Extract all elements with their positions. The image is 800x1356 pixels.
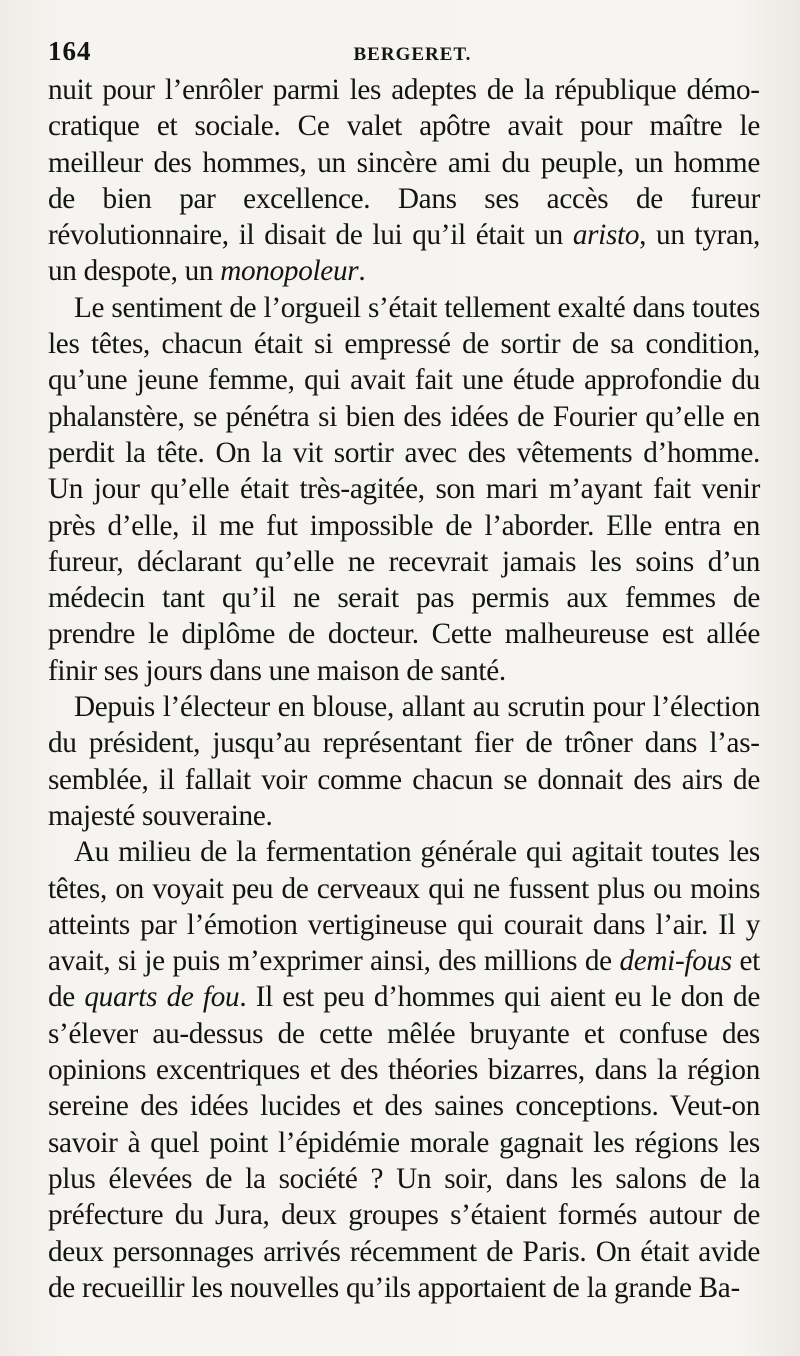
text-segment: Au milieu de la fermentation générale qui agitait toutes les têtes, on voyait peu de cerveaux qui ne fussent plus ou moins atteints par l’émotion vertigineuse qui courait dans l’air. Il y avait, si je puis m’exprimer ainsi, des millions de <box>48 836 760 978</box>
italic-term: aristo <box>572 219 640 252</box>
page-number: 164 <box>48 36 92 66</box>
paragraph-1 <box>48 72 760 290</box>
paragraph-4 <box>48 834 760 1306</box>
text-segment: Le sentiment de l’orgueil s’était tellement exalté dans toutes les têtes, chacun était si empressé de sortir de sa condition, qu’une jeune femme, qui avait fait une étude approfondie du phalanstère, se pénétra si bien des idées de Fourier qu’elle en perdit la tête. On la vit sortir avec des vêtements d’homme. Un jour qu’elle était très-agitée, son mari m’ayant fait venir près d’elle, il me fut impossible de l’aborder. Elle entra en fureur, déclarant qu’elle ne recevrait jamais les soins d’un médecin tant qu’il ne serait pas permis aux femmes de prendre le diplôme de docteur. Cette malheureuse est allée finir ses jours dans une maison de santé. <box>48 291 760 687</box>
running-title: BERGERET. <box>353 44 472 65</box>
text-segment: Depuis l’électeur en blouse, allant au scrutin pour l’élection du président, jusqu’au représentant fier de trôner dans l’assemblée, il fallait voir comme chacun se donnait des airs de majesté souveraine. <box>48 691 760 832</box>
paragraph-2 <box>48 290 760 689</box>
italic-term: demi-fous <box>619 945 732 978</box>
text-segment: . <box>358 255 366 288</box>
text-segment: et de <box>48 945 760 1014</box>
paragraph-3 <box>48 689 760 834</box>
text-segment: , un tyran, un despote, un <box>48 219 760 288</box>
text-segment: nuit pour l’enrôler parmi les adeptes de la république démocratique et sociale. Ce valet apôtre avait pour maître le meilleur des hommes, un sincère ami du peuple, un homme de bien par excellence. Dans ses accès de fureur révolutionnaire, il disait de lui qu’il était un <box>48 74 760 252</box>
body-text <box>48 72 760 1306</box>
italic-term: monopoleur <box>220 255 359 288</box>
text-segment: . Il est peu d’hommes qui aient eu le don de s’élever au-dessus de cette mêlée bruyante et confuse des opinions excentriques et des théories bizarres, dans la région sereine des idées lucides et des saines conceptions. Veut-on savoir à quel point l’épidémie morale gagnait les régions les plus élevées de la société ? Un soir, dans les salons de la préfecture du Jura, deux groupes s’étaient formés autour de deux personnages arrivés récemment de Paris. On était avide de recueillir les nouvelles qu’ils apportaient de la grande Ba- <box>48 981 760 1304</box>
running-head <box>48 36 760 72</box>
italic-term: quarts de fou <box>84 981 240 1014</box>
